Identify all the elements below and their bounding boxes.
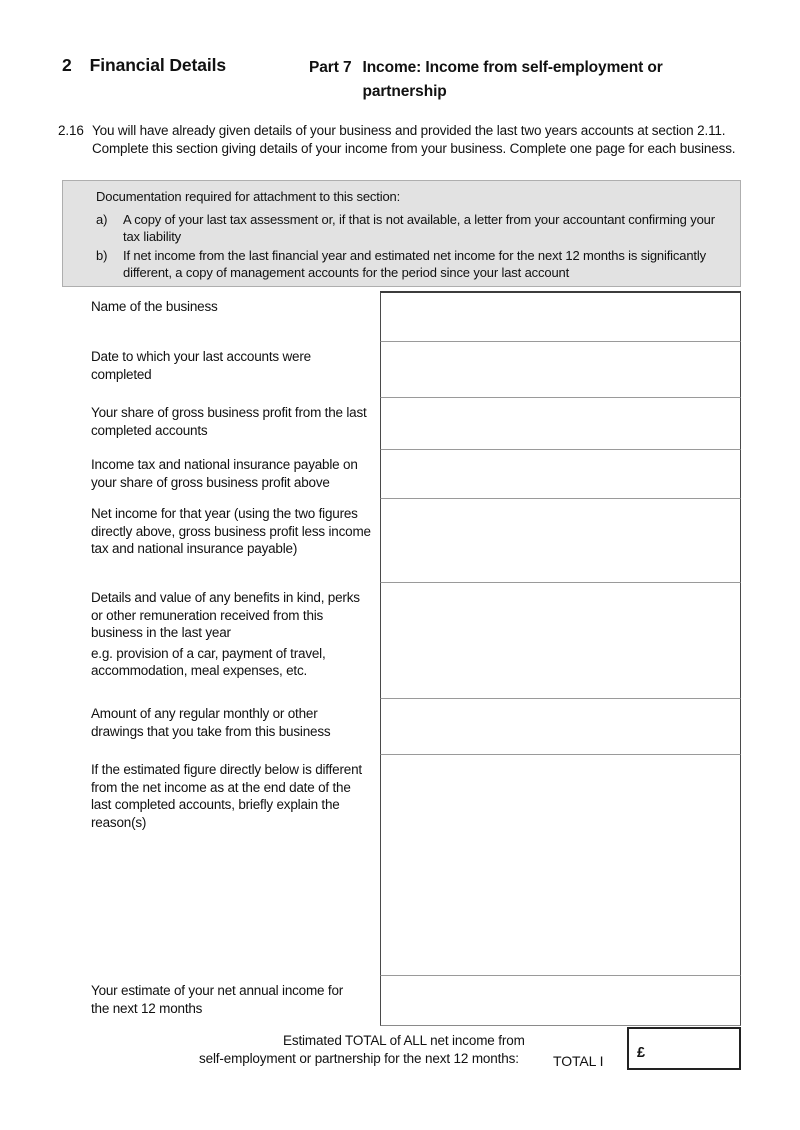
part-title-line1: Income: Income from self-employment or [362,59,663,76]
paragraph-text: You will have already given details of your business and provided the last two years accounts at section 2.11. Complete this section giving details of your income from your business. Complete one page for each business. [92,123,736,156]
row-label-net-income: Net income for that year (using the two figures directly above, gross business profit less income tax and national insurance payable) [91,506,371,556]
row-label-gross-profit-share: Your share of gross business profit from the last completed accounts [91,405,367,438]
section-heading [62,55,226,76]
total-caption-line2: self-employment or partnership for the next 12 months: [199,1051,519,1066]
row-label-benefits-note: e.g. provision of a car, payment of travel, accommodation, meal expenses, etc. [91,645,326,678]
form-row [90,698,741,754]
section-number: 2 [62,55,72,75]
intro-paragraph [58,122,744,158]
form-row [90,449,741,498]
field-estimated-net-annual-income[interactable] [380,975,741,1026]
documentation-box [62,180,741,287]
form-row [90,397,741,449]
item-b-marker: b) [96,247,108,263]
part-title [362,56,742,104]
row-label-estimate-difference-reason: If the estimated figure directly below is different from the net income as at the end date of the last completed accounts, briefly explain the reason(s) [91,762,362,830]
total-section [0,1027,800,1107]
row-label-benefits-in-kind: Details and value of any benefits in kind, perks or other remuneration received from this business in the last year [91,590,360,640]
form-row [90,582,741,698]
row-label-business-name: Name of the business [91,299,218,314]
item-a-text: A copy of your last tax assessment or, if that is not available, a letter from your accountant confirming your tax liability [123,211,715,244]
section-title: Financial Details [89,55,227,75]
documentation-item-b [96,247,722,282]
form-row [90,341,741,397]
documentation-item-a [96,211,722,246]
paragraph-number: 2.16 [58,123,84,138]
field-estimate-difference-reason[interactable] [380,754,741,975]
item-a-marker: a) [96,211,108,227]
field-business-name[interactable] [380,291,741,341]
row-label-monthly-drawings: Amount of any regular monthly or other drawings that you take from this business [91,706,331,739]
row-label-estimated-net-annual-income: Your estimate of your net annual income for the next 12 months [91,983,344,1016]
row-label-tax-ni-payable: Income tax and national insurance payable on your share of gross business profit above [91,457,358,490]
documentation-box-title: Documentation required for attachment to this section: [96,189,401,204]
field-benefits-in-kind[interactable] [380,582,741,698]
part-label: Part 7 [309,59,352,76]
part-title-line2: partnership [362,83,447,100]
item-b-text: If net income from the last financial year and estimated net income for the next 12 months is significantly different, a copy of management accounts for the period since your last account [123,247,706,280]
field-tax-ni-payable[interactable] [380,449,741,498]
form-row [90,498,741,582]
field-total-net-income[interactable] [627,1027,741,1070]
field-monthly-drawings[interactable] [380,698,741,754]
row-label-last-accounts-date: Date to which your last accounts were completed [91,349,311,382]
total-caption-line1: Estimated TOTAL of ALL net income from [283,1033,525,1048]
field-gross-profit-share[interactable] [380,397,741,449]
pound-symbol: £ [637,1045,645,1061]
form-row [90,291,741,341]
income-form-table [90,291,741,1026]
field-net-income[interactable] [380,498,741,582]
form-row [90,975,741,1026]
field-last-accounts-date[interactable] [380,341,741,397]
form-row [90,754,741,975]
part-heading [309,56,742,104]
total-i-label: TOTAL I [553,1053,604,1069]
